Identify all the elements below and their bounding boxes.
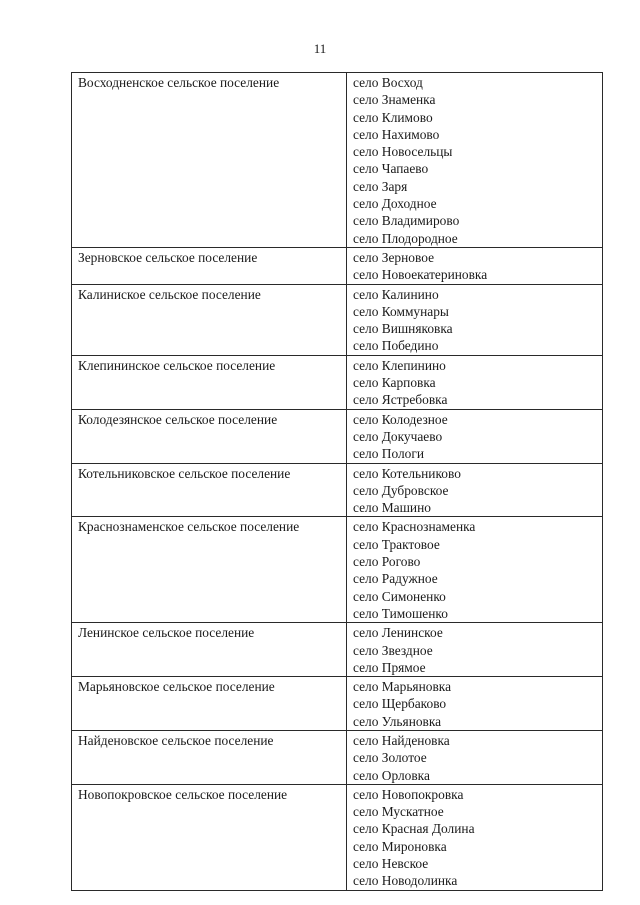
village-item: село Плодородное <box>353 230 458 246</box>
table-row <box>72 517 603 623</box>
village-item: село Ульяновка <box>353 713 442 729</box>
village-item: село Колодезное <box>353 411 448 427</box>
village-item: село Прямое <box>353 659 426 675</box>
village-item: село Найденовка <box>353 732 450 748</box>
village-list <box>347 355 603 409</box>
village-item: село Ястребовка <box>353 392 448 408</box>
settlement-name: Восходненское сельское поселение <box>72 73 347 248</box>
village-item: село Клепинино <box>353 357 446 373</box>
village-item: село Знаменка <box>353 92 436 108</box>
village-item: село Симоненко <box>353 588 446 604</box>
village-item: село Карповка <box>353 375 436 391</box>
settlement-name: Зерновское сельское поселение <box>72 247 347 284</box>
village-item: село Чапаево <box>353 161 429 177</box>
village-item: село Машино <box>353 500 431 516</box>
village-item: село Котельниково <box>353 465 461 481</box>
village-item: село Красная Долина <box>353 821 475 837</box>
village-item: село Радужное <box>353 571 438 587</box>
settlement-name: Краснознаменское сельское поселение <box>72 517 347 623</box>
village-list <box>347 677 603 731</box>
village-item: село Докучаево <box>353 428 443 444</box>
village-list <box>347 284 603 355</box>
settlement-name: Найденовское сельское поселение <box>72 730 347 784</box>
table-row <box>72 284 603 355</box>
table-row <box>72 784 603 890</box>
table-row <box>72 677 603 731</box>
village-item: село Климово <box>353 109 433 125</box>
settlement-name: Новопокровское сельское поселение <box>72 784 347 890</box>
page-number: 11 <box>313 41 327 56</box>
village-item: село Доходное <box>353 196 437 212</box>
village-item: село Нахимово <box>353 126 440 142</box>
village-item: село Восход <box>353 75 423 90</box>
village-item: село Мироновка <box>353 838 447 854</box>
village-list <box>347 623 603 677</box>
village-list <box>347 247 603 284</box>
village-item: село Калинино <box>353 286 439 302</box>
village-item: село Новодолинка <box>353 873 458 889</box>
settlements-table-body <box>72 73 603 891</box>
table-row <box>72 623 603 677</box>
settlements-table <box>71 72 603 891</box>
table-row <box>72 463 603 517</box>
village-list <box>347 463 603 517</box>
settlement-name: Котельниковское сельское поселение <box>72 463 347 517</box>
table-row <box>72 247 603 284</box>
village-item: село Новосельцы <box>353 144 453 160</box>
village-item: село Звездное <box>353 642 433 658</box>
village-item: село Невское <box>353 856 429 872</box>
village-item: село Новопокровка <box>353 786 464 802</box>
table-row <box>72 409 603 463</box>
village-item: село Пологи <box>353 446 425 462</box>
table-row <box>72 73 603 248</box>
settlement-name: Марьяновское сельское поселение <box>72 677 347 731</box>
village-list <box>347 784 603 890</box>
settlement-name: Клепининское сельское поселение <box>72 355 347 409</box>
village-list <box>347 409 603 463</box>
village-item: село Тимошенко <box>353 605 448 621</box>
village-item: село Ленинское <box>353 625 443 641</box>
village-item: село Вишняковка <box>353 321 453 337</box>
village-item: село Победино <box>353 338 439 354</box>
village-list <box>347 73 603 248</box>
village-list <box>347 730 603 784</box>
settlement-name: Калиниское сельское поселение <box>72 284 347 355</box>
village-item: село Коммунары <box>353 303 449 319</box>
village-item: село Мускатное <box>353 804 444 820</box>
village-item: село Заря <box>353 178 408 194</box>
settlement-name: Колодезянское сельское поселение <box>72 409 347 463</box>
village-item: село Краснознаменка <box>353 519 476 535</box>
village-item: село Марьяновка <box>353 679 452 695</box>
village-item: село Новоекатериновка <box>353 267 488 283</box>
village-item: село Золотое <box>353 750 427 766</box>
table-row <box>72 730 603 784</box>
village-list <box>347 517 603 623</box>
table-row <box>72 355 603 409</box>
village-item: село Дубровское <box>353 482 449 498</box>
settlement-name: Ленинское сельское поселение <box>72 623 347 677</box>
village-item: село Рогово <box>353 554 421 570</box>
village-item: село Щербаково <box>353 696 447 712</box>
village-item: село Трактовое <box>353 536 440 552</box>
village-item: село Владимирово <box>353 213 460 229</box>
village-item: село Орловка <box>353 767 430 783</box>
village-item: село Зерновое <box>353 249 435 265</box>
